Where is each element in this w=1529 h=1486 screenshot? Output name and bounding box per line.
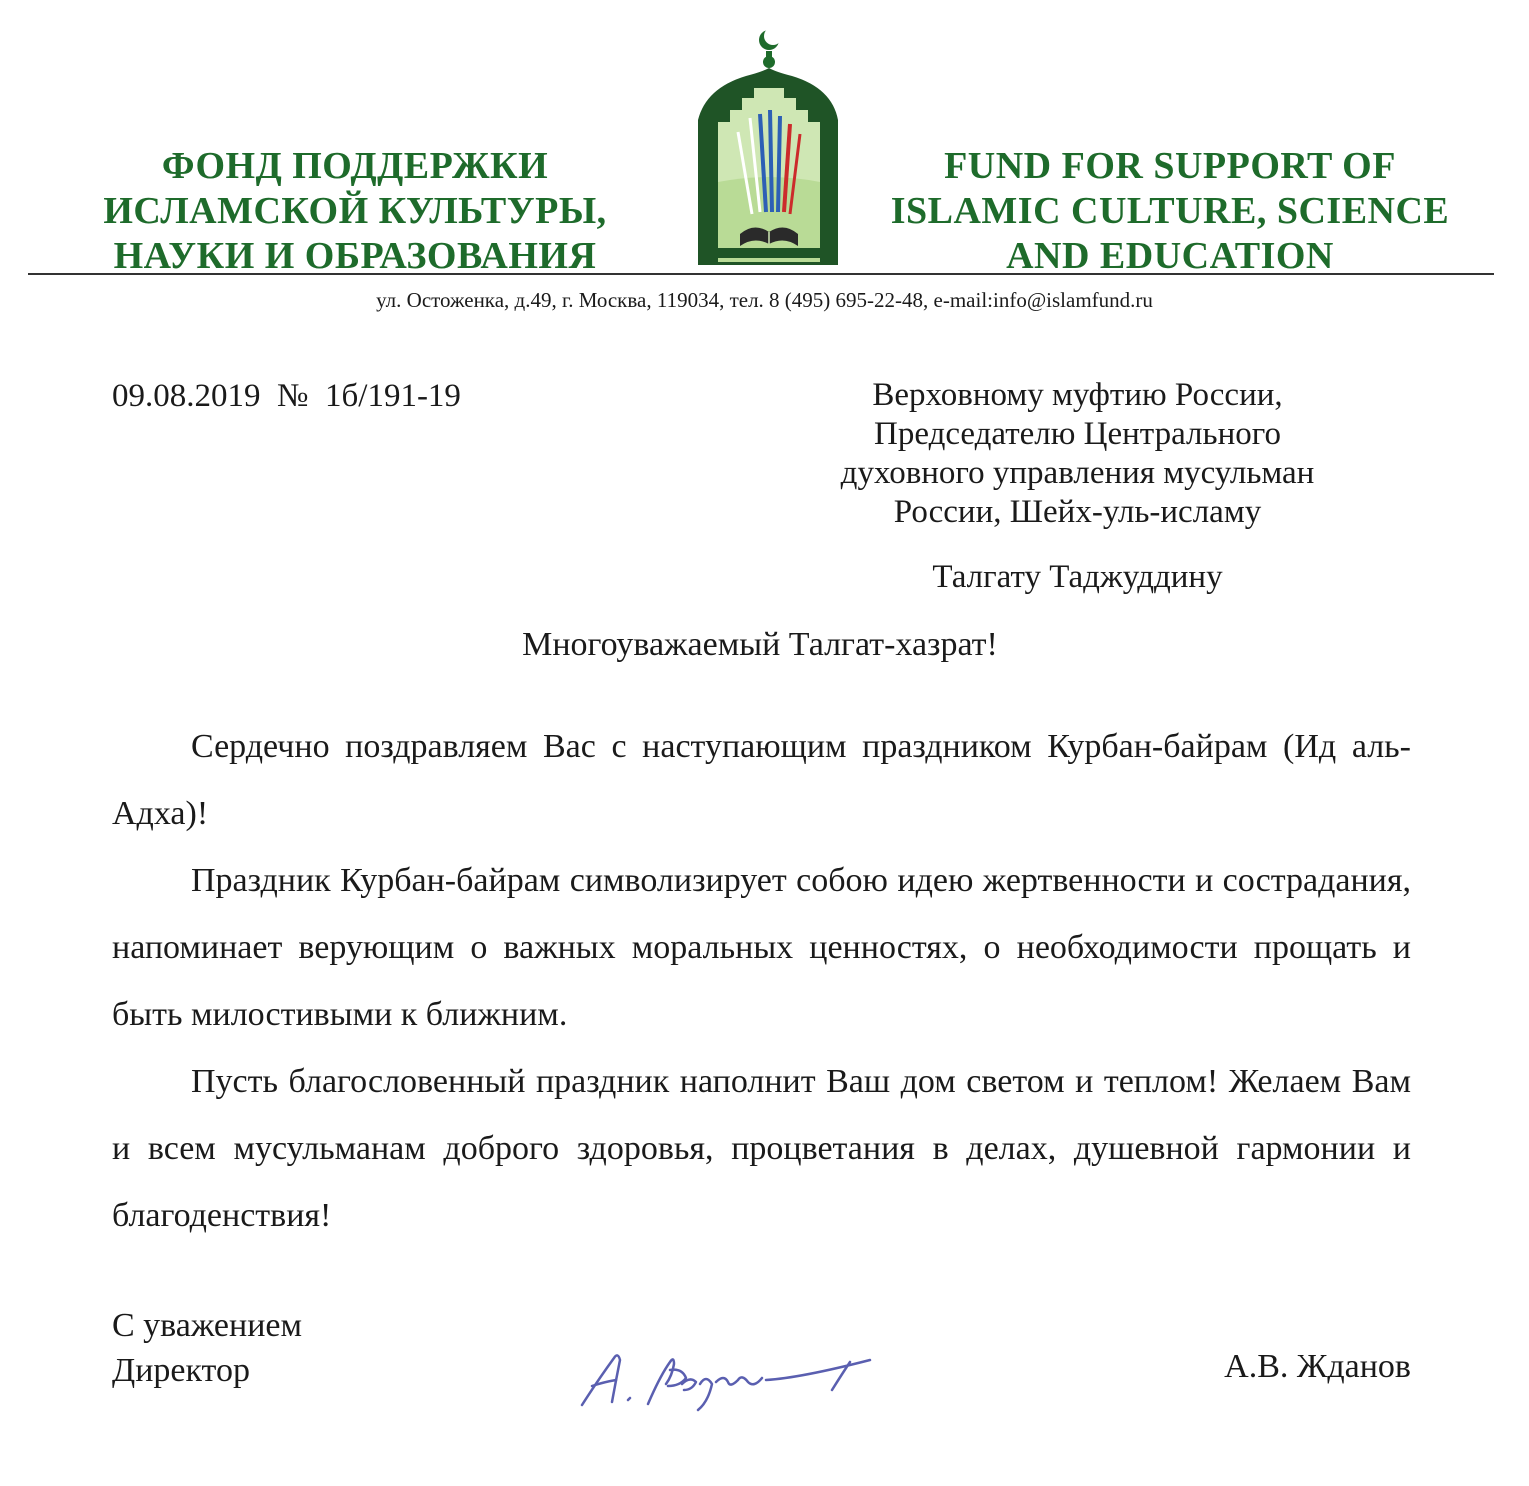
org-name-en-line-2: ISLAMIC CULTURE, SCIENCE	[890, 190, 1450, 232]
org-name-russian	[60, 144, 650, 279]
recipient-line-2: Председателю Центрального	[874, 416, 1281, 452]
header-divider	[28, 273, 1494, 275]
body-paragraph-2: Праздник Курбан-байрам символизирует собою идею жертвенности и сострадания, напоминает верующим о важных моральных ценностях, о необходимости прощать и быть милостивыми к ближним.	[112, 862, 1411, 1033]
recipient-name: Талгату Таджуддину	[932, 559, 1223, 595]
signer-name: А.В. Жданов	[1224, 1348, 1411, 1385]
recipient-title	[780, 376, 1375, 532]
recipient-line-4: России, Шейх-уль-исламу	[893, 494, 1262, 530]
handwritten-signature	[570, 1340, 890, 1420]
mosque-crescent-book-logo	[690, 22, 845, 270]
recipient-line-1: Верховному муфтию России,	[872, 377, 1283, 413]
org-name-en-line-3: AND EDUCATION	[1006, 235, 1334, 277]
org-address: ул. Остоженка, д.49, г. Москва, 119034, тел. 8 (495) 695-22-48, e-mail:info@islamfund.ru	[376, 288, 1153, 312]
letter-reference: 09.08.2019 № 1б/191-19	[112, 378, 461, 414]
org-name-ru-line-3: НАУКИ И ОБРАЗОВАНИЯ	[113, 235, 597, 277]
org-name-ru-line-2: ИСЛАМСКОЙ КУЛЬТУРЫ,	[103, 190, 607, 232]
closing	[112, 1303, 302, 1393]
org-name-english	[860, 144, 1480, 279]
org-name-en-line-1: FUND FOR SUPPORT OF	[944, 145, 1396, 187]
salutation: Многоуважаемый Талгат-хазрат!	[522, 626, 998, 663]
body-paragraph-3: Пусть благословенный праздник наполнит Ваш дом светом и теплом! Желаем Вам и всем мусульманам доброго здоровья, процветания в делах, душевной гармонии и благоденствия!	[112, 1063, 1411, 1234]
closing-regards: С уважением	[112, 1307, 303, 1344]
letter-body	[112, 713, 1411, 1249]
org-name-ru-line-1: ФОНД ПОДДЕРЖКИ	[161, 145, 549, 187]
recipient-line-3: духовного управления мусульман	[840, 455, 1315, 491]
signer-position: Директор	[112, 1352, 250, 1389]
body-paragraph-1: Сердечно поздравляем Вас с наступающим праздником Курбан-байрам (Ид аль-Адха)!	[112, 728, 1411, 832]
